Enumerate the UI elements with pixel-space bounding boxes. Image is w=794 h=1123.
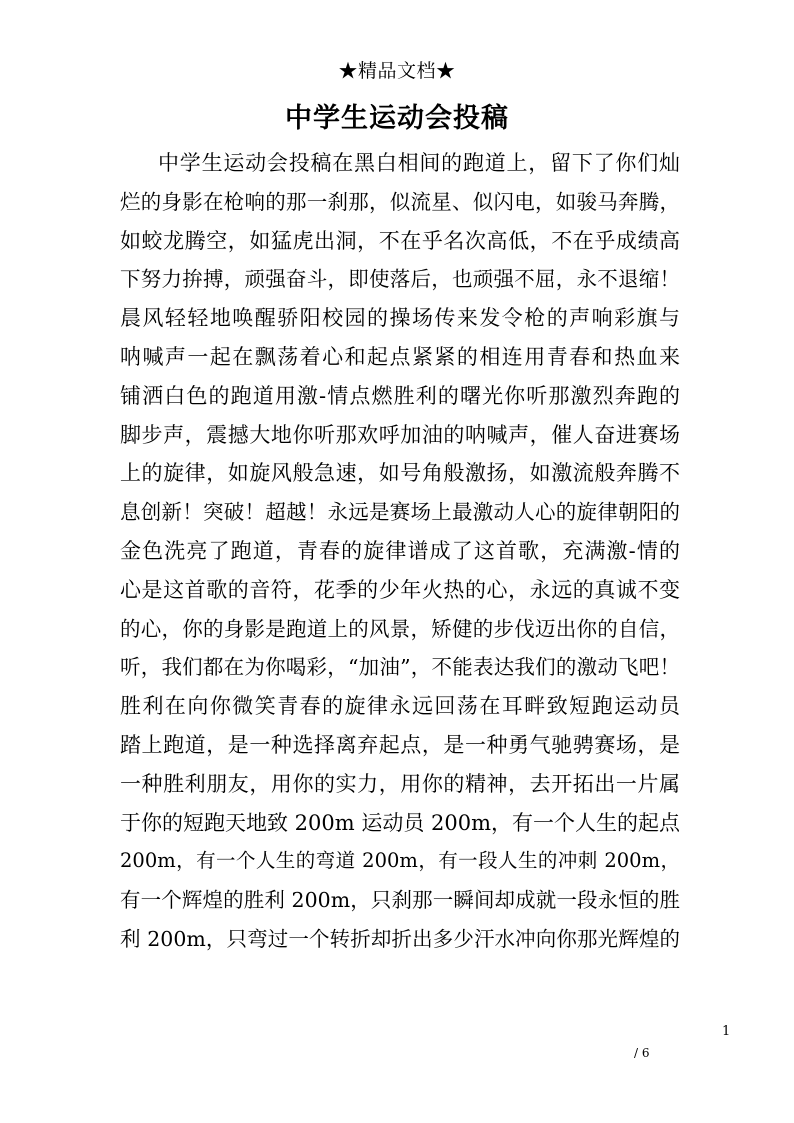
body-line: 金色洗亮了跑道，青春的旋律谱成了这首歌，充满激-情的 (120, 538, 680, 563)
body-line: 下努力拚搏，顽强奋斗，即使落后，也顽强不屈，永不退缩！ (120, 267, 680, 292)
body-line: 于你的短跑天地致 200m 运动员 200m，有一个人生的起点 (120, 810, 681, 835)
body-line: 呐喊声一起在飘荡着心和起点紧紧的相连用青春和热血来 (120, 344, 680, 369)
article-body (120, 144, 680, 959)
body-line: 上的旋律，如旋风般急速，如号角般激扬，如激流般奔腾不 (120, 461, 680, 486)
body-line: 烂的身影在枪响的那一刹那，似流星、似闪电，如骏马奔腾， (120, 189, 680, 214)
body-line: 踏上跑道，是一种选择离弃起点，是一种勇气驰骋赛场，是 (120, 732, 680, 757)
body-line: 心是这首歌的音符，花季的少年火热的心，永远的真诚不变 (120, 577, 680, 602)
body-line: 利 200m，只弯过一个转折却折出多少汗水冲向你那光辉煌的 (120, 926, 680, 951)
body-line: 铺洒白色的跑道用激-情点燃胜利的曙光你听那激烈奔跑的 (120, 383, 680, 408)
body-line: 脚步声，震撼大地你听那欢呼加油的呐喊声，催人奋进赛场 (120, 422, 680, 447)
header-mark: ★精品文档★ (338, 60, 456, 82)
body-line: 有一个辉煌的胜利 200m，只刹那一瞬间却成就一段永恒的胜 (120, 888, 680, 913)
page-total: / 6 (634, 1046, 650, 1060)
body-line: 听，我们都在为你喝彩，“加油”，不能表达我们的激动飞吧！ (120, 655, 680, 680)
body-line: 200m，有一个人生的弯道 200m，有一段人生的冲刺 200m， (120, 849, 680, 873)
page-title: 中学生运动会投稿 (285, 103, 509, 134)
body-line: 晨风轻轻地唤醒骄阳校园的操场传来发令枪的声响彩旗与 (120, 306, 680, 331)
body-line: 如蛟龙腾空，如猛虎出洞，不在乎名次高低，不在乎成绩高 (120, 228, 680, 253)
body-line: 息创新！突破！超越！永远是赛场上最激动人心的旋律朝阳的 (120, 500, 680, 525)
body-line: 的心，你的身影是跑道上的风景，矫健的步伐迈出你的自信， (120, 616, 680, 641)
body-line: 一种胜利朋友，用你的实力，用你的精神，去开拓出一片属 (120, 771, 680, 796)
body-line: 胜利在向你微笑青春的旋律永远回荡在耳畔致短跑运动员 (120, 694, 680, 719)
page-number: 1 (722, 1024, 731, 1039)
body-line: 中学生运动会投稿在黑白相间的跑道上，留下了你们灿 (158, 151, 680, 175)
